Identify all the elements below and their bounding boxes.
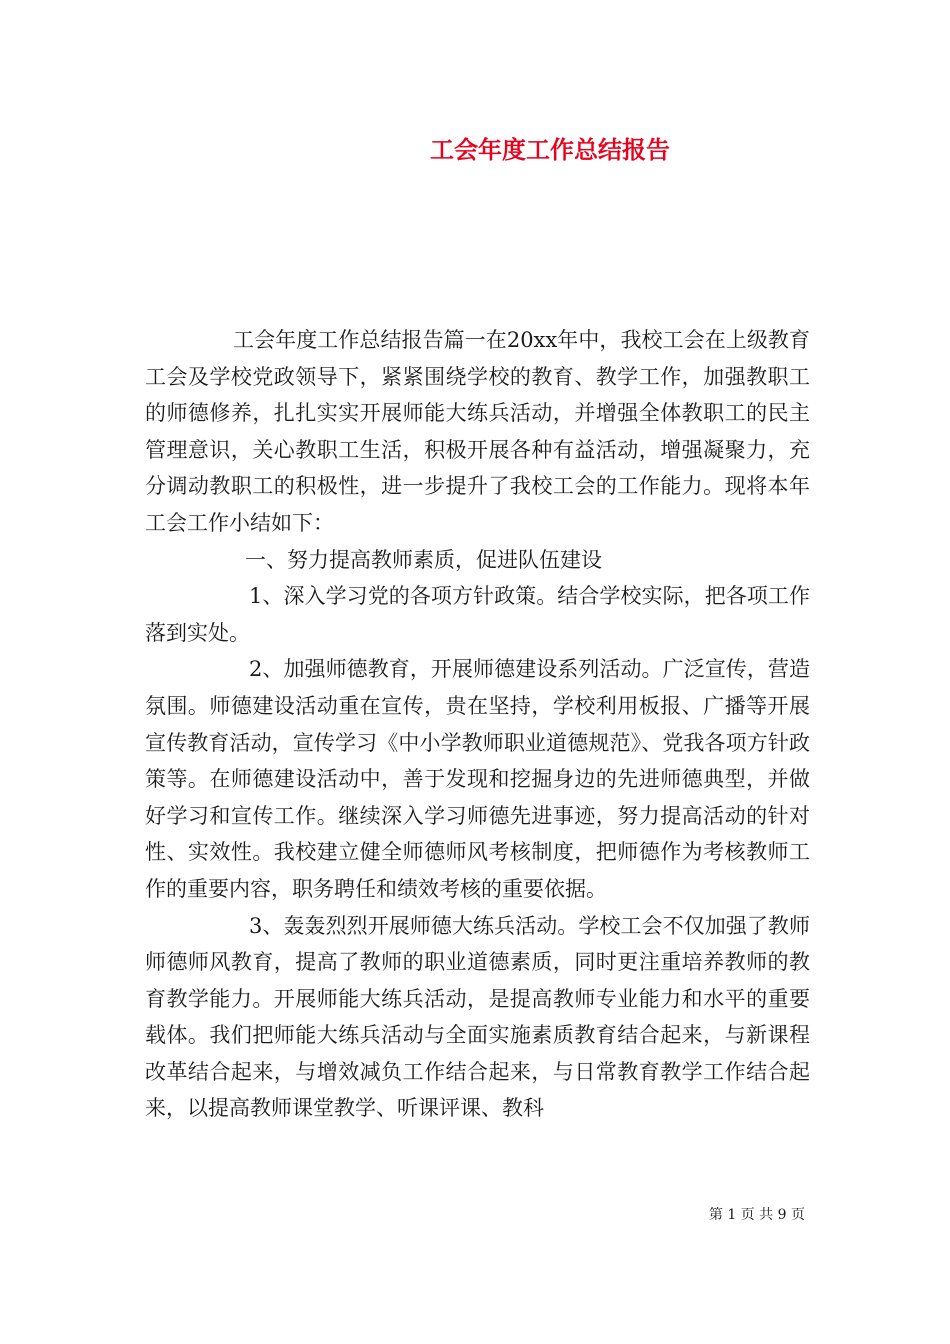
paragraph-item-3: 3、轰轰烈烈开展师德大练兵活动。学校工会不仅加强了教师师德师风教育，提高了教师的职业道德素质，同时更注重培养教师的教育教学能力。开展师能大练兵活动，是提高教师专业能力和水平的重要载体。我们把师能大练兵活动与全面实施素质教育结合起来，与新课程改革结合起来，与增效减负工作结合起来，与日常教育教学工作结合起来，以提高教师课堂教学、听课评课、教科 xyxy=(145,913,810,1121)
document-body xyxy=(145,322,810,1127)
paragraph-item-2: 2、加强师德教育，开展师德建设系列活动。广泛宣传，营造氛围。师德建设活动重在宣传，贵在坚持，学校利用板报、广播等开展宣传教育活动，宣传学习《中小学教师职业道德规范》、党我各项方针政策等。在师德建设活动中，善于发现和挖掘身边的先进师德典型，并做好学习和宣传工作。继续深入学习师德先进事迹，努力提高活动的针对性、实效性。我校建立健全师德师风考核制度，把师德作为考核教师工作的重要内容，职务聘任和绩效考核的重要依据。 xyxy=(145,657,810,901)
paragraph-item-1: 1、深入学习党的各项方针政策。结合学校实际，把各项工作落到实处。 xyxy=(145,584,810,645)
document-title: 工会年度工作总结报告 xyxy=(430,136,670,164)
section-heading-1: 一、努力提高教师素质，促进队伍建设 xyxy=(245,547,602,572)
page-number-footer: 第 1 页 共 9 页 xyxy=(708,1207,805,1223)
paragraph-intro: 工会年度工作总结报告篇一在20xx年中，我校工会在上级教育工会及学校党政领导下，紧紧围绕学校的教育、教学工作，加强教职工的师德修养，扎扎实实开展师能大练兵活动，并增强全体教职工的民主管理意识，关心教职工生活，积极开展各种有益活动，增强凝聚力，充分调动教职工的积极性，进一步提升了我校工会的工作能力。现将本年工会工作小结如下： xyxy=(145,328,810,535)
